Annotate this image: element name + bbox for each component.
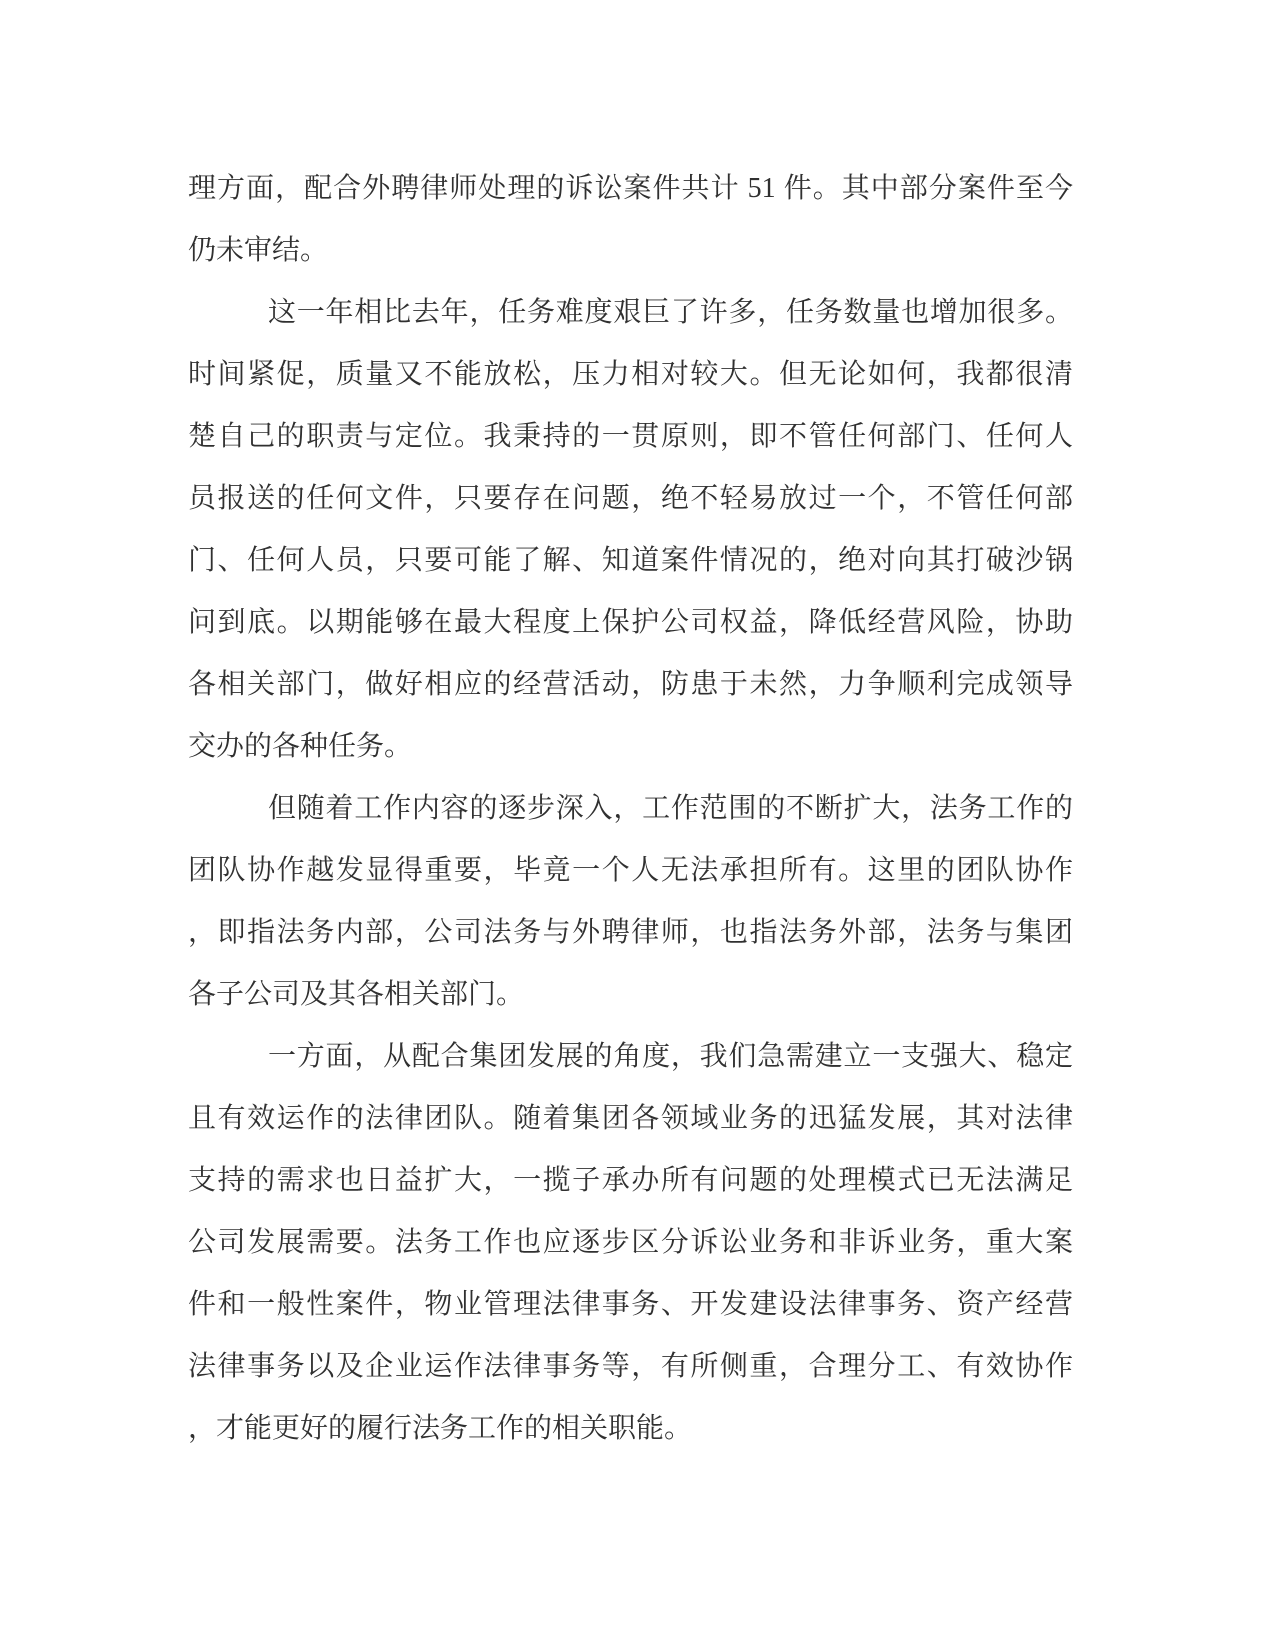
document-body xyxy=(188,158,1073,1460)
text-line: 这一年相比去年，任务难度艰巨了许多，任务数量也增加很多。 xyxy=(268,297,1073,328)
text-content xyxy=(188,158,1073,1460)
paragraph xyxy=(188,282,1073,778)
text-line: 楚自己的职责与定位。我秉持的一贯原则，即不管任何部门、任何人 xyxy=(188,421,1073,452)
text-line: 仍未审结。 xyxy=(188,235,329,266)
text-line: 门、任何人员，只要可能了解、知道案件情况的，绝对向其打破沙锅 xyxy=(188,545,1073,576)
text-line: 各相关部门，做好相应的经营活动，防患于未然，力争顺利完成领导 xyxy=(188,669,1073,700)
text-line: 各子公司及其各相关部门。 xyxy=(188,979,525,1010)
text-line: 但随着工作内容的逐步深入，工作范围的不断扩大，法务工作的 xyxy=(268,793,1073,824)
text-line: 问到底。以期能够在最大程度上保护公司权益，降低经营风险，协助 xyxy=(188,607,1073,638)
text-line: 件和一般性案件，物业管理法律事务、开发建设法律事务、资产经营 xyxy=(188,1289,1073,1320)
text-line: 且有效运作的法律团队。随着集团各领域业务的迅猛发展，其对法律 xyxy=(188,1103,1073,1134)
text-line: 公司发展需要。法务工作也应逐步区分诉讼业务和非诉业务，重大案 xyxy=(188,1227,1073,1258)
text-line: 一方面，从配合集团发展的角度，我们急需建立一支强大、稳定 xyxy=(268,1041,1073,1072)
paragraph xyxy=(188,778,1073,1026)
paragraph xyxy=(188,158,1073,282)
text-line: ，才能更好的履行法务工作的相关职能。 xyxy=(188,1413,693,1444)
text-line: 员报送的任何文件，只要存在问题，绝不轻易放过一个，不管任何部 xyxy=(188,483,1073,514)
text-line: 时间紧促，质量又不能放松，压力相对较大。但无论如何，我都很清 xyxy=(188,359,1073,390)
text-line: ，即指法务内部，公司法务与外聘律师，也指法务外部，法务与集团 xyxy=(188,917,1073,948)
text-line: 法律事务以及企业运作法律事务等，有所侧重，合理分工、有效协作 xyxy=(188,1351,1073,1382)
text-line: 交办的各种任务。 xyxy=(188,731,413,762)
text-line: 支持的需求也日益扩大，一揽子承办所有问题的处理模式已无法满足 xyxy=(188,1165,1073,1196)
text-line: 团队协作越发显得重要，毕竟一个人无法承担所有。这里的团队协作 xyxy=(188,855,1073,886)
paragraph xyxy=(188,1026,1073,1460)
text-line: 理方面，配合外聘律师处理的诉讼案件共计 51 件。其中部分案件至今 xyxy=(188,173,1073,204)
